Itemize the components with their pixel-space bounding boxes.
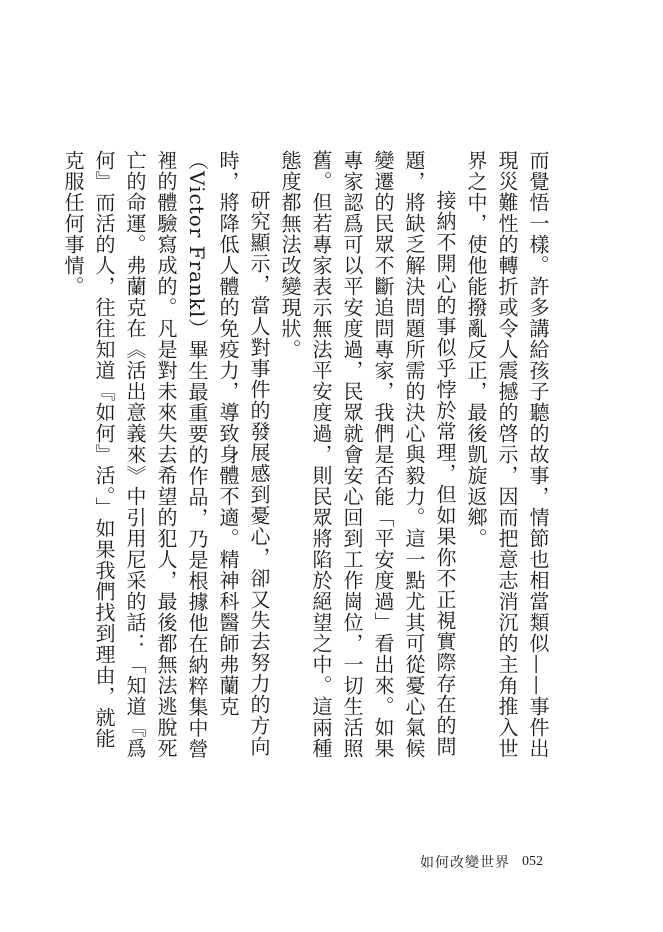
paragraph-1: 而覺悟一樣。許多講給孩子聽的故事，情節也相當類似——事件出現災難性的轉折或令人震撼的啓示，因而把意志消沉的主角推入世界之中，使他能撥亂反正，最後凱旋返鄉。 — [464, 150, 550, 759]
page-footer — [420, 852, 620, 872]
page-number: 052 — [522, 854, 543, 869]
paragraph-2: 接納不開心的事似乎悖於常理，但如果你不正視實際存在的問題，將缺乏解決問題所需的決心與毅力。這一點尤其可從憂心氣候變遷的民眾不斷追問專家，我們是否能「平安度過」看出來。如果專家認爲可以平安度過，民眾就會安心回到工作崗位，一切生活照舊。但若專家表示無法平安度過，則民眾將陷於絕望之中。這兩種態度都無法改變現狀。 — [278, 150, 457, 759]
body-text — [61, 150, 553, 762]
running-title: 如何改變世界 — [420, 855, 510, 871]
paragraph-3: 研究顯示，當人對事件的發展感到憂心，卻又失去努力的方向時，將降低人體的免疫力，導致身體不適。精神科醫師弗蘭克（Victor Frankl）畢生最重要的作品，乃是根據他在納粹集中營裡的體驗寫成的。凡是對未來失去希望的犯人，最後都無法逃脫死亡的命運。弗蘭克在《活出意義來》中引用尼采的話：「知道『爲何』而活的人，往往知道『如何』活。」如果我們找到理由，就能克服任何事情。 — [61, 150, 271, 760]
